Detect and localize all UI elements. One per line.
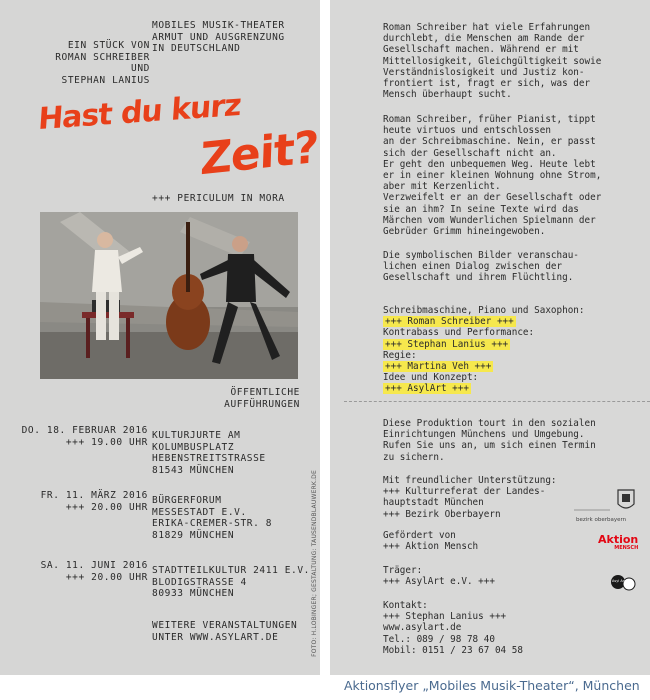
event-date: SA. 11. JUNI 2016 [40,560,148,571]
tagline-line: IN DEUTSCHLAND [152,43,241,54]
venue-line: BLODIGSTRASSE 4 [152,576,247,588]
intro-paragraph [383,22,648,100]
text-line: zu sichern. [383,451,445,463]
performances-heading: ÖFFENTLICHE AUFFÜHRUNGEN [224,387,300,410]
credit-role: Idee und Konzept: [383,372,479,384]
tour-paragraph [383,418,648,463]
event-time: +++ 19.00 UHR [65,436,148,448]
story-paragraph [383,114,648,237]
text-line: Er geht den unbequemen Weg. Heute lebt [383,158,596,170]
text-line: Mensch überhaupt sucht. [383,89,512,101]
intro-line: EIN STÜCK VON [67,40,150,51]
text-line: durchlebt, die Menschen am Rande der [383,33,585,45]
text-line: Mittellosigkeit, Gleichgültigkeit sowie [383,55,602,67]
intro-line: UND [131,63,150,74]
aktion-mensch-logo [598,534,638,551]
event-date: DO. 18. FEBRUAR 2016 [21,425,148,436]
more-events-line: WEITERE VERANSTALTUNGEN [152,620,298,631]
venue-line: KOLUMBUSPLATZ [152,441,235,453]
text-line: Verzweifelt er an der Gesellschaft oder [383,192,602,204]
coat-of-arms-icon [574,482,642,532]
event-date-block [20,425,148,448]
text-line: Rufen Sie uns an, um sich einen Termin [383,440,596,452]
venue-line: 81543 MÜNCHEN [152,464,235,476]
text-line: +++ Stephan Lanius +++ [383,611,507,623]
event-time: +++ 20.00 UHR [65,571,148,583]
asylart-emblem-icon [611,573,637,593]
text-line: Mit freundlicher Unterstützung: [383,475,557,486]
stage-photo-illustration [40,212,298,379]
aktion-logo-text: Aktion [598,533,639,546]
venue-line: MESSESTADT E.V. [152,506,247,518]
text-line: +++ Bezirk Oberbayern [383,508,501,520]
title-line-2: Zeit? [199,121,319,186]
text-line: Verständnislosigkeit und Justiz kon- [383,66,585,78]
venue-line: 80933 MÜNCHEN [152,588,235,599]
carrier-block [383,565,648,587]
symbol-paragraph [383,250,648,284]
text-line: Gesellschaft machen. Während er mit [383,44,579,56]
more-events [152,620,312,643]
venue-line: HEBENSTREITSTRASSE [152,453,266,464]
text-line: Diese Produktion tourt in den sozialen [383,418,596,429]
text-line: Kontakt: [383,600,428,611]
intro-line: ROMAN SCHREIBER [55,51,150,63]
event-date-block [20,490,148,513]
event-venue [152,495,312,541]
tagline-line: ARMUT UND AUSGRENZUNG [152,31,285,43]
venue-line: ERIKA-CREMER-STR. 8 [152,518,273,529]
text-line: Roman Schreiber hat viele Erfahrungen [383,22,591,33]
aktion-logo-subtext: MENSCH [614,545,639,551]
photo-design-credit: FOTO: H.LOBINGER; GESTALTUNG: TAUSENDBLAUWERK.DE [311,470,318,657]
credit-name: +++ Roman Schreiber +++ [385,316,514,328]
asylart-logo-text: Asyl Art [612,579,626,583]
bezirk-oberbayern-logo [574,482,642,532]
text-line: +++ AsylArt e.V. +++ [383,576,495,588]
text-line: sich der Gesellschaft nicht an. [383,147,557,159]
text-line: Märchen vom Wunderlichen Spielmann der [383,214,596,226]
title-line-1: Hast du kurz [37,87,242,138]
mobile-number: Mobil: 0151 / 23 67 04 58 [383,644,523,656]
venue-line: KULTURJURTE AM [152,430,241,441]
text-line: Die symbolischen Bilder veranschau- [383,250,579,261]
venue-line: 81829 MÜNCHEN [152,529,235,541]
panel-gap [320,0,330,675]
text-line: sie an ihm? In seine Texte wird das [383,203,579,215]
text-line: Gesellschaft und ihrem Flüchtling. [383,272,574,284]
dashed-divider [344,401,650,402]
more-events-line: UNTER WWW.ASYLART.DE [152,631,279,643]
credit-role: Regie: [383,349,417,361]
authors-block [40,40,150,86]
credit-name: +++ AsylArt +++ [385,383,469,395]
website-link[interactable]: www.asylart.de [383,622,462,634]
image-caption: Aktionsflyer „Mobiles Musik-Theater“, München [344,678,640,693]
contact-block [383,600,648,656]
tagline-block [152,20,312,55]
event-venue [152,430,312,476]
subtitle: +++ PERICULUM IN MORA [152,193,285,204]
text-line: +++ Kulturreferat der Landes- [383,486,546,498]
text-line: Träger: [383,565,423,576]
intro-line: STEPHAN LANIUS [61,74,150,86]
credit-role: Schreibmaschine, Piano und Saxophon: [383,305,585,316]
text-line: Gebrüder Grimm hineingewoben. [383,226,546,238]
event-date: FR. 11. MÄRZ 2016 [40,490,148,501]
text-line: Gefördert von [383,530,456,541]
text-line: frontiert ist, fragt er sich, was der [383,78,591,90]
text-line: lichen einen Dialog zwischen der [383,261,563,273]
event-date-block [20,560,148,583]
credit-name: +++ Martina Veh +++ [385,361,492,373]
event-time: +++ 20.00 UHR [65,501,148,513]
credit-role: Kontrabass und Performance: [383,327,535,339]
text-line: aber mit Kerzenlicht. [383,181,501,193]
text-line: an der Schreibmaschine. Nein, er passt [383,136,596,148]
text-line: heute virtuos und entschlossen [383,125,551,137]
event-venue [152,565,312,600]
text-line: hauptstadt München [383,497,484,509]
venue-line: BÜRGERFORUM [152,495,222,506]
venue-line: STADTTEILKULTUR 2411 E.V. [152,565,310,576]
text-line: Einrichtungen Münchens und Umgebung. [383,429,585,441]
tagline-line: MOBILES MUSIK-THEATER [152,20,285,31]
bezirk-logo-text: bezirk oberbayern [576,517,627,523]
text-line: er in einer kleinen Wohnung ohne Strom, [383,170,602,182]
text-line: +++ Aktion Mensch [383,541,479,553]
credits-block [383,305,648,395]
credit-name: +++ Stephan Lanius +++ [385,338,509,350]
stage-photo [40,212,298,379]
text-line: Roman Schreiber, früher Pianist, tippt [383,114,596,125]
phone-number: Tel.: 089 / 98 78 40 [383,633,495,645]
asylart-logo [611,573,637,597]
